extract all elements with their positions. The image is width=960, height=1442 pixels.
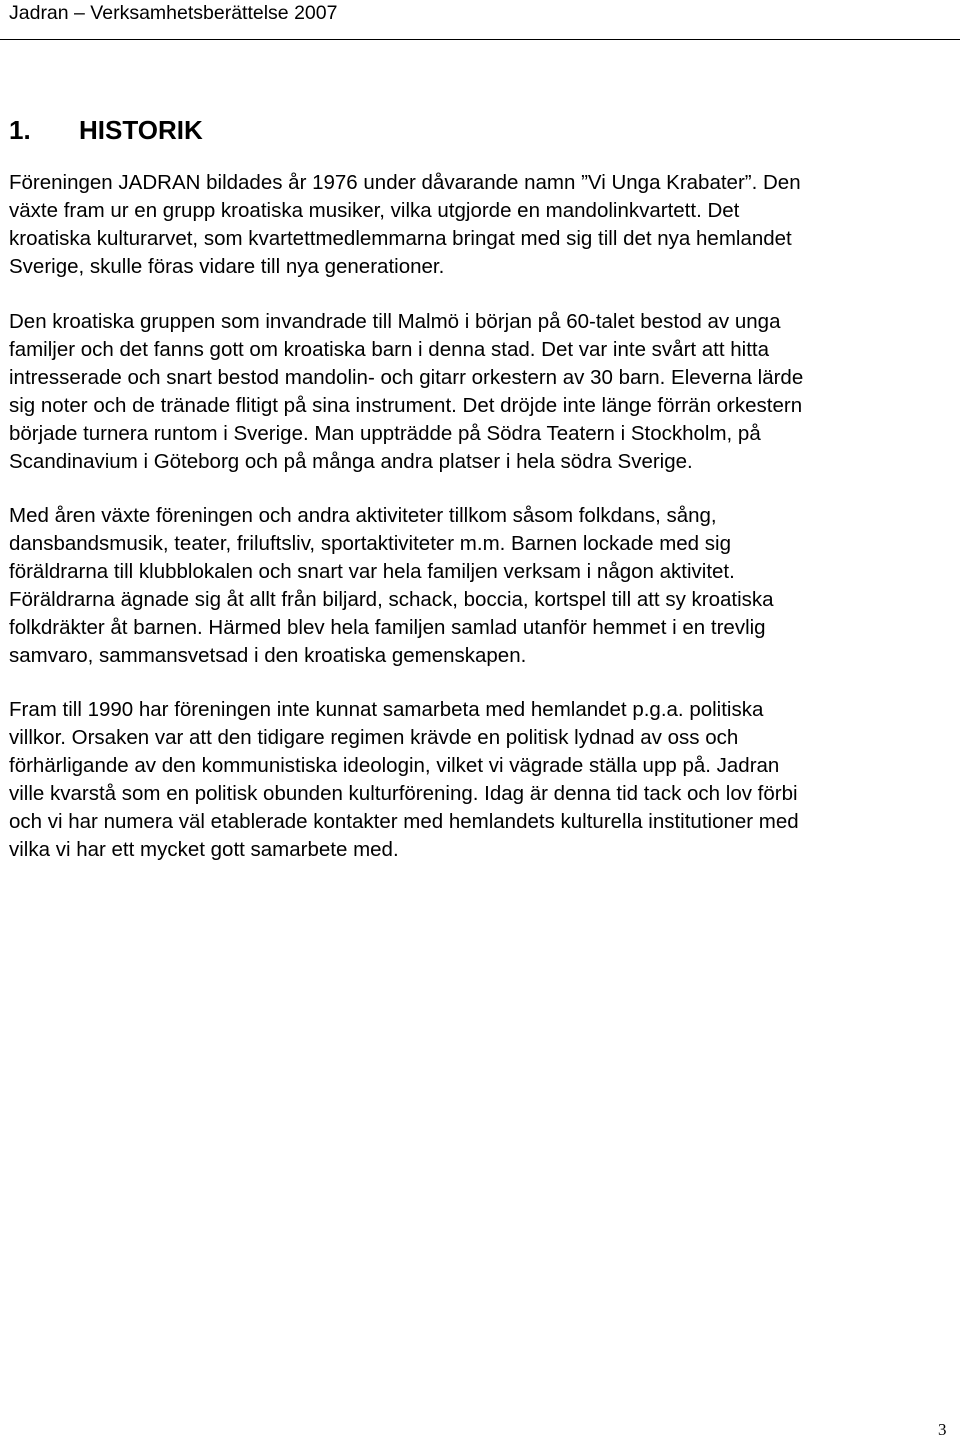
paragraph-line: började turnera runtom i Sverige. Man uppträdde på Södra Teatern i Stockholm, på xyxy=(9,422,761,445)
paragraph-line: Sverige, skulle föras vidare till nya generationer. xyxy=(9,255,445,278)
paragraph-line: Föreningen JADRAN bildades år 1976 under dåvarande namn ”Vi Unga Krabater”. Den xyxy=(9,171,801,194)
paragraph-line: villkor. Orsaken var att den tidigare regimen krävde en politisk lydnad av oss och xyxy=(9,726,739,749)
paragraph-line: familjer och det fanns gott om kroatiska barn i denna stad. Det var inte svårt att hitta xyxy=(9,338,770,361)
paragraph-line: folkdräkter åt barnen. Härmed blev hela familjen samlad utanför hemmet i en trevlig xyxy=(9,616,766,639)
section-number: 1. xyxy=(9,115,31,145)
paragraph-line: Den kroatiska gruppen som invandrade till Malmö i början på 60-talet bestod av unga xyxy=(9,310,781,333)
paragraph-politics xyxy=(9,696,959,864)
paragraph-line: ville kvarstå som en politisk obunden kulturförening. Idag är denna tid tack och lov förbi xyxy=(9,782,798,805)
section-title: HISTORIK xyxy=(79,115,203,145)
paragraph-line: sig noter och de tränade flitigt på sina instrument. Det dröjde inte länge förrän orkestern xyxy=(9,394,803,417)
running-header: Jadran – Verksamhetsberättelse 2007 xyxy=(9,2,338,24)
paragraph-line: samvaro, sammansvetsad i den kroatiska gemenskapen. xyxy=(9,644,527,667)
paragraph-line: intresserade och snart bestod mandolin- och gitarr orkestern av 30 barn. Eleverna lärde xyxy=(9,366,804,389)
paragraph-line: och vi har numera väl etablerade kontakter med hemlandets kulturella institutioner med xyxy=(9,810,799,833)
paragraph-line: föräldrarna till klubblokalen och snart var hela familjen verksam i någon aktivitet. xyxy=(9,560,735,583)
paragraph-activities xyxy=(9,502,959,670)
paragraph-line: växte fram ur en grupp kroatiska musiker, vilka utgjorde en mandolinkvartett. Det xyxy=(9,199,740,222)
paragraph-line: vilka vi har ett mycket gott samarbete med. xyxy=(9,838,399,861)
page-number: 3 xyxy=(938,1420,947,1439)
paragraph-founding xyxy=(9,169,959,281)
paragraph-line: förhärligande av den kommunistiska ideologin, vilket vi vägrade ställa upp på. Jadran xyxy=(9,754,780,777)
paragraph-line: dansbandsmusik, teater, friluftsliv, sportaktiviteter m.m. Barnen lockade med sig xyxy=(9,532,731,555)
header-divider xyxy=(0,39,960,40)
paragraph-line: kroatiska kulturarvet, som kvartettmedlemmarna bringat med sig till det nya hemlandet xyxy=(9,227,792,250)
paragraph-line: Med åren växte föreningen och andra aktiviteter tillkom såsom folkdans, sång, xyxy=(9,504,717,527)
section-heading xyxy=(9,114,203,146)
paragraph-line: Fram till 1990 har föreningen inte kunnat samarbeta med hemlandet p.g.a. politiska xyxy=(9,698,764,721)
paragraph-orchestra xyxy=(9,308,959,476)
paragraph-line: Föräldrarna ägnade sig åt allt från biljard, schack, boccia, kortspel till att sy kroatiska xyxy=(9,588,774,611)
paragraph-line: Scandinavium i Göteborg och på många andra platser i hela södra Sverige. xyxy=(9,450,693,473)
